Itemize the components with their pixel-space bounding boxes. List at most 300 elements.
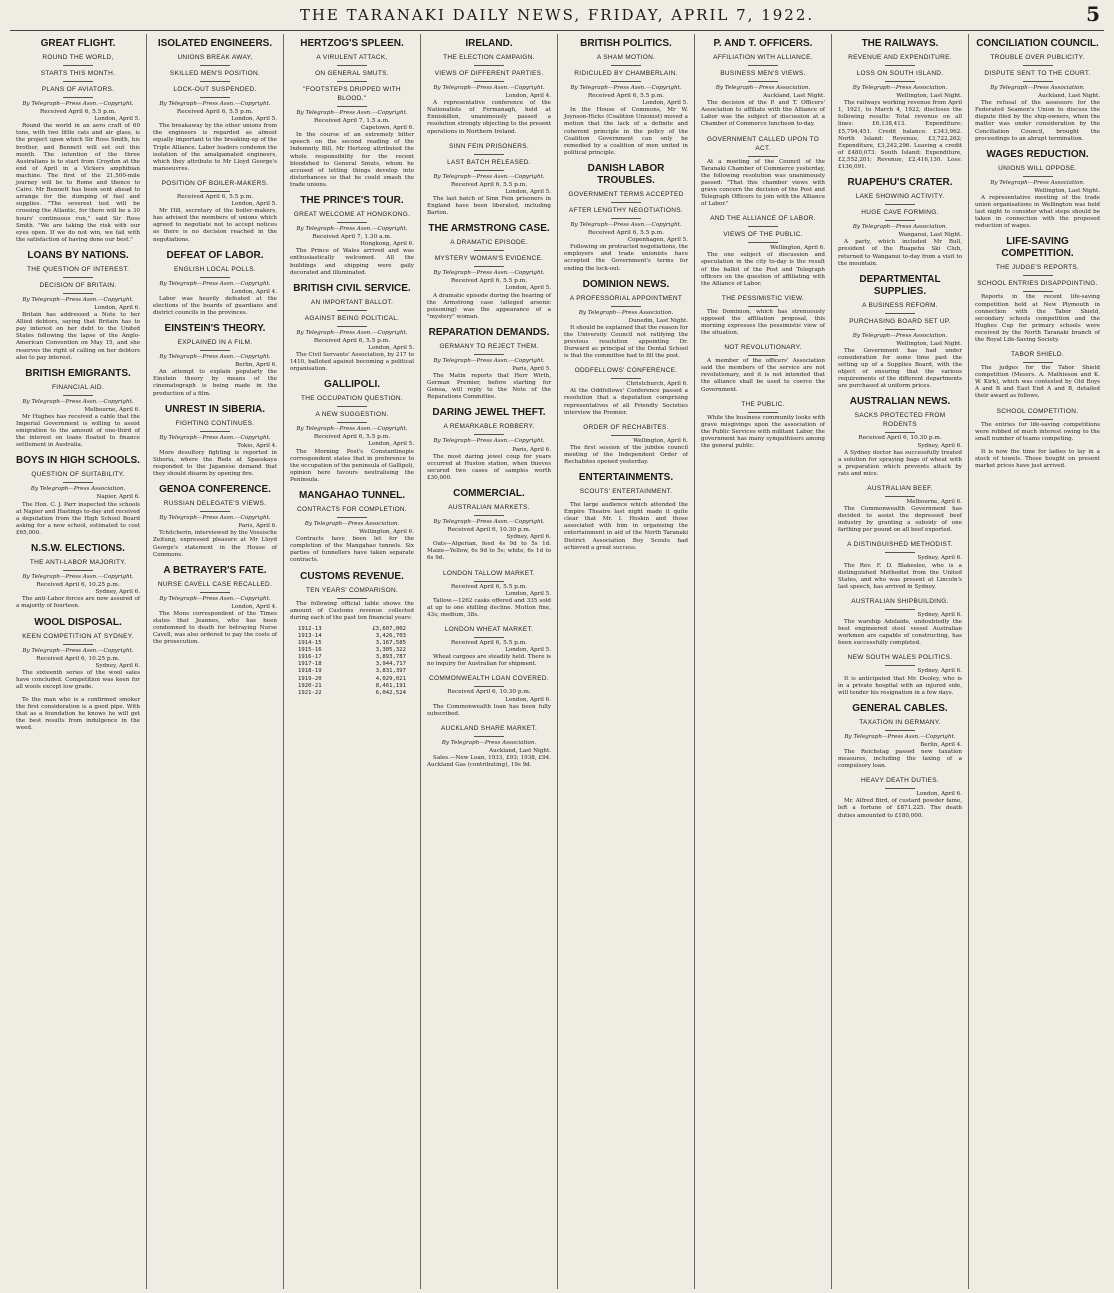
article-body: The refusal of the assessors for the Federated Seamen's Union to discuss the dispute filed by the ship-owners, when the matter was under consideration by the Conciliation Council, brought the proceedings to an abrupt termination. — [975, 100, 1100, 142]
deck-rule — [885, 65, 915, 66]
table-amount: 3,167,585 — [375, 640, 406, 647]
article-byline: By Telegraph—Press Assn.—Copyright. — [433, 85, 545, 91]
article-dateline: Sydney, April 6. — [95, 589, 140, 596]
article-byline: By Telegraph—Press Association. — [715, 85, 811, 91]
article-deck: RIDICULED BY CHAMBERLAIN. — [574, 70, 678, 77]
article-deck: TAXATION IN GERMANY. — [859, 718, 941, 726]
deck-rule — [1023, 419, 1053, 420]
article-dateline: Wellington, Last Night. — [1034, 187, 1100, 194]
table-row — [298, 647, 406, 654]
article — [290, 283, 414, 374]
deck-rule — [611, 499, 641, 500]
article-body: A party, which included Mr Bull, president of the Ruapehu Ski Club, returned to Wanganui to-day from a visit to the mountain. — [838, 239, 962, 267]
article-body: The first session of the jubilee council meeting of the Independent Order of Rechabites opened yesterday. — [564, 444, 688, 465]
article-deck: PLANS OF AVIATORS. — [41, 86, 115, 93]
article-body: The Government has had under consideration for some time past the setting up of a Supplies Board, with the object of ensuring that the various requirements of the different departments are purchased at uniform prices. — [838, 347, 962, 390]
article-deck: COMMONWEALTH LOAN COVERED. — [429, 675, 549, 683]
article-byline: By Telegraph—Press Assn.—Copyright. — [433, 173, 545, 180]
article-body: Mr. Alfred Bird, of custard powder fame, left a fortune of £871,225. The death duties amounted to £180,000. — [838, 798, 962, 819]
article-deck: THE QUESTION OF INTEREST. — [26, 265, 130, 273]
deck-rule — [885, 552, 915, 553]
revenue-table — [298, 626, 406, 697]
article-deck: SCHOOL ENTRIES DISAPPOINTING. — [977, 280, 1098, 288]
deck-rule — [63, 293, 93, 294]
article-byline: By Telegraph—Press Assn.—Copyright. — [433, 438, 545, 445]
article-dateline: Auckland, Last Night. — [489, 747, 551, 754]
article-deck: A BUSINESS REFORM. — [862, 301, 938, 309]
deck-rule — [748, 242, 778, 243]
column-5 — [558, 34, 695, 1289]
article-deck: VIEWS OF DIFFERENT PARTIES. — [434, 70, 544, 77]
table-amount: 3,893,787 — [375, 654, 406, 661]
article-deck: PURCHASING BOARD SET UP. — [849, 317, 951, 325]
article-dateline: Auckland, Last Night. — [763, 93, 825, 100]
deck-rule — [611, 218, 641, 219]
article-deck: A REMARKABLE ROBBERY. — [443, 423, 535, 431]
article-body: Following on protracted negotiations, the employers and trade unionists have accepted the Government's terms for ending the lock-out. — [564, 244, 688, 272]
article-received: Received April 6, 5.5 p.m. — [39, 109, 117, 116]
article-headline: N.S.W. ELECTIONS. — [31, 543, 125, 555]
article-byline: By Telegraph—Press Assn.—Copyright. — [296, 329, 408, 336]
article-body: Round the world in an aero craft of 60 tons, with two little cats and air glass, is the project upon which Sir Ross Smith, his brother, and Bennett will set out this month. The intention of the three Australians is to start from Croydon at the end of April in a Vickers amphibian machine. The first of the 21,500-mile journey will be to Rome and thence to Cairo. Mr Bennett has been sent ahead to arrange for the dumping of fuel and supplies. "The severest test will be crossing the Atlantic, for there will be a 30 hours' continuous run," said Sir Ross Smith. "We are taking the risk with our eyes open. If we do not win, we fail with the satisfaction of having done our best." — [16, 123, 140, 243]
table-amount: £3,607,002 — [372, 625, 406, 632]
article-dateline: Tokio, April 4. — [237, 442, 277, 449]
article-deck: QUESTION OF SUITABILITY. — [31, 471, 125, 479]
article-headline: RUAPEHU'S CRATER. — [847, 177, 953, 189]
article-headline: THE PRINCE'S TOUR. — [300, 195, 404, 207]
deck-rule — [611, 202, 641, 203]
deck-rule — [474, 515, 504, 516]
table-amount: 3,426,703 — [375, 632, 406, 639]
article-headline: MANGAHAO TUNNEL. — [298, 490, 406, 501]
article-byline: By Telegraph—Press Association. — [441, 739, 537, 746]
article-received: Received April 6, 10.25 p.m. — [36, 655, 120, 662]
article-byline: By Telegraph—Press Assn.—Copyright. — [570, 85, 682, 91]
article-deck: ROUND THE WORLD, — [42, 54, 114, 61]
deck-rule — [200, 65, 230, 66]
deck-rule — [885, 329, 915, 330]
article-body: It is anticipated that Mr. Dooley, who is in a private hospital with an injured side, will tender his resignation in a few days. — [838, 675, 962, 696]
article-byline: By Telegraph—Press Association. — [578, 309, 674, 316]
article-byline: By Telegraph—Press Assn.—Copyright. — [296, 226, 408, 233]
article-dateline: London, April 4. — [231, 288, 277, 295]
article-deck: THE PUBLIC. — [741, 400, 785, 408]
article-dateline: Berlin, April 4. — [920, 741, 962, 748]
deck-rule — [1023, 291, 1053, 292]
article-headline: GALLIPOLI. — [323, 379, 381, 391]
deck-rule — [474, 250, 504, 251]
article — [564, 163, 688, 273]
article-body: Mr Hughes has received a cable that the Imperial Government is willing to assist emigration to the amount of one-third of the interest on loans floated to finance settlement in Australia. — [16, 413, 140, 449]
article-body: The Matin reports that Herr Wirth, German Premier, before starting for Genoa, will reply to the Note of the Reparations Committee. — [427, 373, 551, 401]
article-received: Received April 6, 5.5 p.m. — [450, 181, 528, 188]
article — [838, 776, 962, 819]
article-dateline: Sydney, April 6. — [917, 555, 962, 562]
article-body: The most daring jewel coup for years occurred at Huston station, when thieves secured two cases of samples worth £30,000. — [427, 453, 551, 481]
article-byline: By Telegraph—Press Association. — [852, 224, 948, 231]
article-byline: By Telegraph—Press Assn.—Copyright. — [570, 221, 682, 228]
article-body: Mr Hill, secretary of the boiler-makers, has advised the members of unions which agreed to negotiate not to accept notices as there is no decision reached in the negotiations. — [153, 208, 277, 243]
article — [701, 38, 825, 129]
article-deck: A PROFESSORIAL APPOINTMENT — [569, 294, 683, 302]
deck-rule — [1023, 362, 1053, 363]
article-deck: THE OCCUPATION QUESTION. — [301, 395, 403, 403]
article-byline: By Telegraph—Press Association. — [852, 332, 948, 339]
article-deck: DECISION OF BRITAIN. — [39, 281, 117, 289]
article-byline: By Telegraph—Press Association. — [990, 85, 1085, 91]
article-byline: By Telegraph—Press Assn.—Copyright. — [159, 280, 271, 287]
article-deck: A DRAMATIC EPISODE. — [450, 239, 528, 247]
article-headline: GENERAL CABLES. — [852, 702, 948, 714]
article — [701, 294, 825, 337]
deck-rule — [748, 65, 778, 66]
article-dateline: Sydney, April 6. — [917, 668, 962, 675]
article — [290, 490, 414, 565]
article — [16, 250, 140, 362]
article — [427, 674, 551, 717]
article-body: Sales.—New Loan, 1933, £93; 1938, £94. Auckland Gas (contributing), 19s 9d. — [427, 754, 551, 769]
deck-rule — [63, 81, 93, 82]
article — [975, 449, 1100, 470]
article-dateline: London, April 4. — [505, 93, 551, 100]
article — [564, 366, 688, 416]
article-body: The judges for the Tabor Shield competition (Messrs. A. Mathieson and K. W. Kirk), which was contested by Old Boys A and B and East End A and B, detailed their award as follows. — [975, 365, 1100, 400]
article-dateline: London, April 5. — [505, 188, 551, 195]
article-dateline: Capetown, April 6. — [360, 125, 414, 132]
article-deck: DISPUTE SENT TO THE COURT. — [984, 70, 1091, 77]
article — [838, 540, 962, 590]
article-body: At the Oddfellows' Conference passed a resolution that a deputation comprising representatives of all Friendly Societies interview the Premier. — [564, 388, 688, 416]
article — [427, 38, 551, 136]
article — [838, 396, 962, 478]
deck-rule — [885, 496, 915, 497]
table-row — [298, 668, 406, 675]
article — [16, 617, 140, 692]
article-headline: BRITISH EMIGRANTS. — [25, 367, 131, 379]
article-headline: ENTERTAINMENTS. — [578, 472, 674, 484]
article — [153, 38, 277, 173]
page-number: 5 — [1086, 2, 1100, 26]
article-deck: NOT REVOLUTIONARY. — [724, 344, 802, 352]
article-body: While the business community looks with grave misgivings upon the association of the Public Services with militant Labor, the government has many sympathisers among the general public. — [701, 414, 825, 449]
article — [16, 697, 140, 732]
article — [290, 38, 414, 189]
article-body: It is now the time for ladies to lay in a stock of towels. Those bought on present market prices have just arrived. — [975, 448, 1100, 469]
article-body: A representative meeting of the trade union organisations in Wellington was held last night to consider what steps should be taken in connection with the proposed reduction of wages. — [975, 194, 1100, 230]
article-headline: LIFE-SAVING COMPETITION. — [1001, 236, 1074, 260]
article-received: Received April 7, 1.5 a.m. — [314, 118, 390, 125]
article-body: The Commonwealth Government has decided to assist the depressed beef industry by granting a subsidy of one farthing per pound on all beef exported. — [838, 506, 962, 534]
deck-rule — [885, 609, 915, 610]
article-byline: By Telegraph—Press Assn.—Copyright. — [22, 101, 134, 107]
article — [16, 455, 140, 537]
article — [701, 400, 825, 450]
deck-rule — [63, 482, 93, 483]
article-body: The Commonwealth loan has been fully subscribed. — [427, 703, 551, 717]
deck-rule — [337, 222, 367, 223]
article-headline: CONCILIATION COUNCIL. — [976, 38, 1099, 49]
deck-rule — [337, 326, 367, 327]
deck-rule — [63, 644, 93, 645]
article — [975, 407, 1100, 443]
newspaper-columns — [10, 34, 1106, 1289]
article-headline: EINSTEIN'S THEORY. — [164, 323, 266, 335]
article-body: Wheat cargoes are steadily held. There is no inquiry for Australian for shipment. — [427, 654, 551, 668]
article-byline: By Telegraph—Press Assn.—Copyright. — [433, 270, 545, 277]
table-row — [298, 690, 406, 697]
article-dateline: Napier, April 6. — [96, 494, 140, 501]
deck-rule — [337, 422, 367, 423]
article — [427, 142, 551, 218]
article — [838, 177, 962, 268]
article-received: Received April 6, 5.5 p.m. — [313, 434, 391, 441]
deck-rule — [1023, 65, 1053, 66]
article-deck: LONDON TALLOW MARKET. — [442, 569, 536, 577]
deck-rule — [885, 788, 915, 789]
article-received: Received April 6, 10.30 p.m. — [858, 435, 942, 442]
article — [427, 223, 551, 321]
article-dateline: Auckland, Last Night. — [1038, 93, 1100, 100]
article-byline: By Telegraph—Press Assn.—Copyright. — [22, 398, 134, 405]
article-body: The sixteenth series of the wool sales have concluded. Competition was keen for all wools except low grade. — [16, 669, 140, 690]
article — [427, 724, 551, 769]
article-deck: TEN YEARS' COMPARISON. — [305, 586, 399, 594]
table-row — [298, 676, 406, 683]
article-headline: ISOLATED ENGINEERS. — [157, 38, 273, 49]
article-byline: By Telegraph—Press Assn.—Copyright. — [296, 426, 408, 433]
deck-rule — [748, 306, 778, 307]
article — [564, 279, 688, 361]
article-deck: AFTER LENGTHY NEGOTIATIONS. — [568, 206, 684, 214]
table-year: 1917-18 — [298, 661, 322, 668]
article-deck: NEW SOUTH WALES POLITICS. — [847, 654, 953, 662]
article-dateline: Wellington, April 6. — [359, 529, 414, 536]
article-deck: LOSS ON SOUTH ISLAND. — [856, 70, 944, 77]
article-body: It should be explained that the reason for the University Council not ratifying the previous resolution appointing Dr. Durward as principal of the Dental School is that the committee had to fill the post. — [564, 324, 688, 360]
article — [290, 571, 414, 697]
article-deck: ON GENERAL SMUTS. — [315, 70, 389, 77]
table-year: 1916-17 — [298, 654, 322, 661]
article-headline: REPARATION DEMANDS. — [428, 326, 550, 338]
article — [564, 472, 688, 552]
article — [838, 703, 962, 770]
article — [290, 195, 414, 277]
article-byline: By Telegraph—Press Assn.—Copyright. — [22, 647, 134, 654]
newspaper-title: THE TARANAKI DAILY NEWS, FRIDAY, APRIL 7, 1922. — [299, 6, 815, 24]
article-dateline: Hongkong, April 6. — [360, 241, 414, 248]
article-deck: ODDFELLOWS' CONFERENCE. — [574, 367, 678, 375]
article-body: A dramatic episode during the hearing of the Armstrong case (alleged arsenic poisoning) was the appearance of a "mystery" woman. — [427, 292, 551, 320]
deck-rule — [200, 97, 230, 98]
article-deck: FIGHTING CONTINUES. — [175, 419, 255, 427]
article-dateline: Wellington, Last Night. — [896, 93, 962, 100]
article — [838, 274, 962, 391]
article — [701, 214, 825, 288]
column-3 — [284, 34, 421, 1289]
article — [153, 404, 277, 479]
deck-rule — [63, 277, 93, 278]
deck-rule — [63, 395, 93, 396]
article-headline: DEFEAT OF LABOR. — [166, 249, 264, 261]
article-dateline: London, April 5. — [368, 441, 414, 448]
article-body: A Sydney doctor has successfully treated a solution for spraying bags of wheat with a preparation which prevents attack by rats and mice. — [838, 449, 962, 477]
article-headline: AUSTRALIAN NEWS. — [849, 396, 951, 408]
deck-rule — [63, 570, 93, 571]
article — [16, 38, 140, 244]
article-deck: SCOUTS' ENTERTAINMENT. — [579, 488, 673, 496]
article-deck: LONDON WHEAT MARKET. — [444, 626, 534, 634]
article-headline: IRELAND. — [465, 38, 513, 49]
article-body: The anti-Labor forces are now assured of a majority of fourteen. — [16, 596, 140, 610]
article-body: In the course of an extremely bitter speech on the second reading of the Indemnity Bill, Mr Hertzog attributed the whole responsibility for the recent bloodshed to General Smuts, whom he accused of letting things develop into disturbances so that he could smash the trade unions. — [290, 132, 414, 188]
article-received: Received April 6, 10.30 p.m. — [447, 527, 531, 534]
article-byline: By Telegraph—Press Assn.—Copyright. — [159, 515, 271, 522]
deck-rule — [474, 434, 504, 435]
deck-rule — [611, 435, 641, 436]
deck-rule — [611, 378, 641, 379]
article-dateline: London, April 6. — [505, 696, 551, 703]
column-8 — [969, 34, 1106, 1289]
article — [427, 327, 551, 402]
article-body: The one subject of discussion and speculation in the city to-day is the result of the ballot of the Post and Telegraph officers on the question of affiliating with the Alliance of Labor. — [701, 252, 825, 287]
article-deck: A SHAM MOTION. — [596, 54, 656, 61]
article-received: Received April 6, 5.5 p.m. — [313, 337, 391, 344]
article-headline: GREAT FLIGHT. — [40, 38, 116, 49]
table-amount: 3,305,322 — [375, 647, 406, 654]
article-deck: STARTS THIS MONTH. — [40, 70, 116, 77]
article — [290, 379, 414, 484]
article-deck: AND THE ALLIANCE OF LABOR. — [710, 215, 816, 223]
article-dateline: London, April 5. — [231, 201, 277, 208]
article-deck: GERMANY TO REJECT THEM. — [439, 342, 539, 350]
deck-rule — [474, 637, 504, 638]
article-deck: "FOOTSTEPS DRIPPED WITH BLOOD." — [303, 86, 401, 102]
article-headline: GENOA CONFERENCE. — [159, 484, 271, 496]
article-deck: ENGLISH LOCAL POLLS. — [174, 265, 256, 273]
article-body: A representative conference of the Nationalists of Fermanagh, held at Enniskillen, unanimously passed a resolution strongly objecting to the present operations in Northern Ireland. — [427, 100, 551, 135]
deck-rule — [337, 65, 367, 66]
article-received: Received April 6, 5.5 p.m. — [587, 93, 665, 100]
table-amount: 6,042,524 — [375, 689, 406, 696]
article-headline: DOMINION NEWS. — [582, 278, 670, 290]
deck-rule — [885, 220, 915, 221]
table-amount: 3,944,717 — [375, 661, 406, 668]
article-body: Contracts have been let for the completion of the Mangahao tunnels. Six parties of tunnellers have taken separate contracts. — [290, 536, 414, 564]
article-deck: HEAVY DEATH DUTIES. — [861, 777, 939, 785]
article-byline: By Telegraph—Press Assn.—Copyright. — [159, 434, 271, 441]
article-headline: WOOL DISPOSAL. — [34, 616, 122, 628]
article-received: Received April 6, 5.5 p.m. — [587, 230, 665, 237]
article-dateline: Christchurch, April 6. — [626, 381, 688, 388]
article — [975, 236, 1100, 344]
article — [427, 488, 551, 563]
deck-rule — [63, 65, 93, 66]
article-body: The Prince of Wales arrived and was enthusiastically welcomed. All the buildings and shipping were gaily decorated and illuminated. — [290, 248, 414, 276]
column-2 — [147, 34, 284, 1289]
deck-rule — [474, 266, 504, 267]
article-dateline: Copenhagen, April 5. — [627, 237, 688, 244]
article-deck: AUCKLAND SHARE MARKET. — [440, 724, 538, 732]
article-body: The Civil Servants' Association, by 217 to 1410, balloted against becoming a political organisation. — [290, 351, 414, 373]
article-deck: AUSTRALIAN MARKETS. — [448, 504, 530, 511]
article-byline: By Telegraph—Press Assn.—Copyright. — [296, 110, 408, 116]
deck-rule — [200, 191, 230, 192]
article-dateline: Sydney, April 6. — [506, 534, 551, 541]
article-dateline: London, April 5. — [505, 647, 551, 654]
deck-rule — [200, 350, 230, 351]
article-byline: By Telegraph—Press Assn.—Copyright. — [844, 733, 956, 740]
article-deck: GOVERNMENT CALLED UPON TO ACT. — [706, 135, 820, 152]
article — [153, 565, 277, 647]
article-received: Received April 6, 10.30 p.m. — [447, 689, 531, 696]
deck-rule — [885, 204, 915, 205]
deck-rule — [337, 517, 367, 518]
article-byline: By Telegraph—Press Assn.—Copyright. — [433, 357, 545, 364]
deck-rule — [1023, 176, 1053, 177]
article-deck: KEEN COMPETITION AT SYDNEY. — [22, 632, 134, 640]
deck-rule — [337, 106, 367, 107]
article-dateline: Berlin, April 6. — [235, 362, 277, 369]
article — [975, 350, 1100, 400]
article-dateline: Melbourne, April 6. — [906, 499, 962, 505]
article-deck: LAKE SHOWING ACTIVITY. — [855, 193, 945, 201]
article-dateline: Dunedin, Last Night. — [628, 317, 688, 324]
article-deck: THE PESSIMISTIC VIEW. — [721, 294, 805, 302]
article-headline: DEPARTMENTAL SUPPLIES. — [859, 273, 941, 297]
article-received: Received April 6, 5.5 p.m. — [176, 109, 254, 116]
article-dateline: London, April 5. — [368, 344, 414, 351]
article — [153, 484, 277, 559]
article-dateline: Wanganui, Last Night. — [898, 232, 962, 239]
deck-rule — [748, 156, 778, 157]
deck-rule — [611, 65, 641, 66]
deck-rule — [337, 598, 367, 599]
article-dateline: London, April 5. — [94, 116, 140, 123]
article-received: Received April 6, 5.5 p.m. — [450, 583, 528, 590]
deck-rule — [474, 170, 504, 171]
article — [427, 407, 551, 482]
article-deck: LAST BATCH RELEASED. — [447, 158, 531, 166]
article-deck: THE ELECTION CAMPAIGN. — [443, 54, 535, 61]
article-dateline: Wellington, April 6. — [770, 245, 825, 252]
article-byline: By Telegraph—Press Assn.—Copyright. — [22, 574, 134, 581]
article-body: The last batch of Sinn Fein prisoners in England have been liberated, including Barton. — [427, 195, 551, 217]
article-byline: By Telegraph—Press Assn.—Copyright. — [433, 519, 545, 525]
article-dateline: Paris, April 6. — [512, 446, 551, 453]
masthead-rule — [10, 30, 1104, 31]
article-deck: AUSTRALIAN SHIPBUILDING. — [851, 597, 949, 605]
deck-rule — [1023, 81, 1053, 82]
table-year: 1912-13 — [298, 625, 322, 632]
deck-rule — [63, 97, 93, 98]
deck-rule — [611, 81, 641, 82]
article-byline: By Telegraph—Press Assn.—Copyright. — [159, 595, 271, 602]
article-dateline: London, April 4. — [231, 603, 277, 610]
article-received: Received April 6, 5.5 p.m. — [450, 640, 528, 647]
deck-rule — [474, 65, 504, 66]
article-body: The Dominion, which has strenuously opposed the affiliation proposal, this morning expresses the pessimistic view of the situation. — [701, 308, 825, 337]
article-headline: DANISH LABOR TROUBLES. — [587, 162, 665, 186]
article — [838, 653, 962, 696]
article — [564, 38, 688, 157]
deck-rule — [337, 81, 367, 82]
deck-rule — [748, 81, 778, 82]
table-row — [298, 683, 406, 690]
article-body: The Reichstag passed new taxation measures, including the taxing of a compulsory loan. — [838, 748, 962, 770]
article — [975, 149, 1100, 231]
article-deck: TROUBLE OVER PUBLICITY. — [990, 54, 1085, 61]
article-deck: LOCK-OUT SUSPENDED. — [173, 86, 257, 93]
